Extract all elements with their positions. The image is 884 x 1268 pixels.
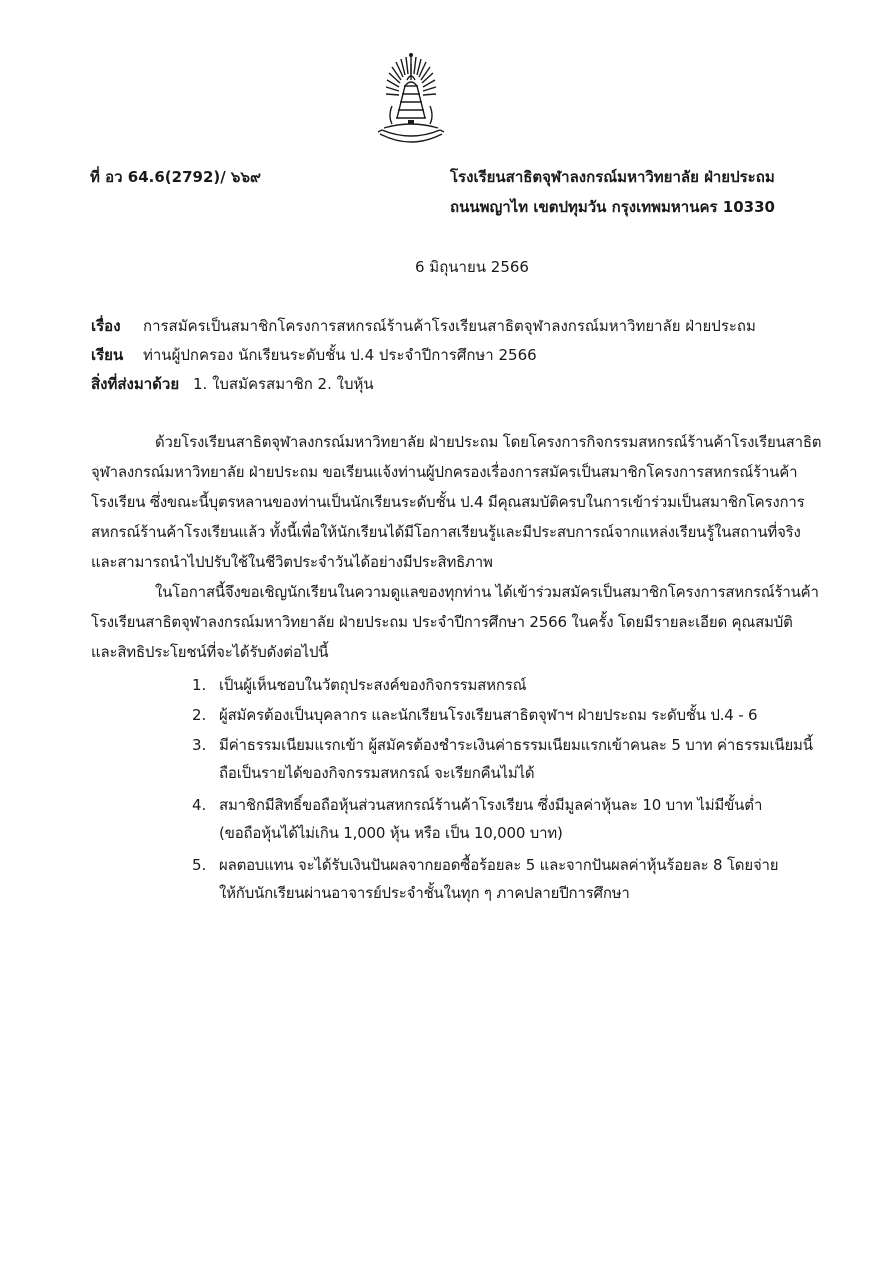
organization-address: ถนนพญาไท เขตปทุมวัน กรุงเทพมหานคร 10330 <box>450 198 775 216</box>
paragraph-1-line: สหกรณ์ร้านค้าโรงเรียนแล้ว ทั้งนี้เพื่อให้นักเรียนได้มีโอกาสเรียนรู้และมีประสบการณ์จากแหล่งเรียนรู้ในสถานที่จริง <box>91 523 801 541</box>
list-item-text: (ขอถือหุ้นได้ไม่เกิน 1,000 หุ้น หรือ เป็น 10,000 บาท) <box>219 824 563 842</box>
list-item-text: ถือเป็นรายได้ของกิจกรรมสหกรณ์ จะเรียกคืนไม่ได้ <box>219 764 535 782</box>
list-item-text: ให้กับนักเรียนผ่านอาจารย์ประจำชั้นในทุก ๆ ภาคปลายปีการศึกษา <box>219 884 630 902</box>
list-item-text: ผู้สมัครต้องเป็นบุคลากร และนักเรียนโรงเรียนสาธิตจุฬาฯ ฝ่ายประถม ระดับชั้น ป.4 - 6 <box>219 706 758 724</box>
paragraph-2-line: โรงเรียนสาธิตจุฬาลงกรณ์มหาวิทยาลัย ฝ่ายประถม ประจำปีการศึกษา 2566 ในครั้ง โดยมีรายละเอียด คุณสมบัติ <box>91 613 793 631</box>
document-date: 6 มิถุนายน 2566 <box>415 258 529 276</box>
paragraph-1-line: และสามารถนำไปปรับใช้ในชีวิตประจำวันได้อย่างมีประสิทธิภาพ <box>91 553 493 571</box>
list-item-number: 2. <box>192 706 207 724</box>
list-item-number: 4. <box>192 796 207 814</box>
document-number: ที่ อว 64.6(2792)/ ๖๖๙ <box>90 168 261 186</box>
list-item-number: 1. <box>192 676 207 694</box>
organization-name: โรงเรียนสาธิตจุฬาลงกรณ์มหาวิทยาลัย ฝ่ายประถม <box>450 168 775 186</box>
subject-label: เรื่อง <box>91 317 121 335</box>
list-item-number: 5. <box>192 856 207 874</box>
paragraph-2-line: ในโอกาสนี้จึงขอเชิญนักเรียนในความดูแลของทุกท่าน ได้เข้าร่วมสมัครเป็นสมาชิกโครงการสหกรณ์ร้านค้า <box>91 583 819 601</box>
subject-text: การสมัครเป็นสมาชิกโครงการสหกรณ์ร้านค้าโรงเรียนสาธิตจุฬาลงกรณ์มหาวิทยาลัย ฝ่ายประถม <box>143 317 756 335</box>
list-item-number: 3. <box>192 736 207 754</box>
list-item-text: มีค่าธรรมเนียมแรกเข้า ผู้สมัครต้องชำระเงินค่าธรรมเนียมแรกเข้าคนละ 5 บาท ค่าธรรมเนียมนี้ <box>219 736 813 754</box>
list-item-text: สมาชิกมีสิทธิ์ขอถือหุ้นส่วนสหกรณ์ร้านค้าโรงเรียน ซึ่งมีมูลค่าหุ้นละ 10 บาท ไม่มีขั้นต่ำ <box>219 796 763 814</box>
enclosure-label: สิ่งที่ส่งมาด้วย <box>91 375 180 393</box>
school-emblem-icon <box>372 50 450 154</box>
paragraph-1-line: จุฬาลงกรณ์มหาวิทยาลัย ฝ่ายประถม ขอเรียนแจ้งท่านผู้ปกครองเรื่องการสมัครเป็นสมาชิกโครงการสหกรณ์ร้านค้า <box>91 463 798 481</box>
list-item-text: ผลตอบแทน จะได้รับเงินปันผลจากยอดซื้อร้อยละ 5 และจากปันผลค่าหุ้นร้อยละ 8 โดยจ่าย <box>219 856 779 874</box>
enclosure-text: 1. ใบสมัครสมาชิก 2. ใบหุ้น <box>193 375 374 393</box>
list-item-text: เป็นผู้เห็นชอบในวัตถุประสงค์ของกิจกรรมสหกรณ์ <box>219 676 527 694</box>
paragraph-1-line: โรงเรียน ซึ่งขณะนี้บุตรหลานของท่านเป็นนักเรียนระดับชั้น ป.4 มีคุณสมบัติครบในการเข้าร่วมเป็นสมาชิกโครงการ <box>91 493 805 511</box>
recipient-text: ท่านผู้ปกครอง นักเรียนระดับชั้น ป.4 ประจำปีการศึกษา 2566 <box>143 346 537 364</box>
paragraph-1-line: ด้วยโรงเรียนสาธิตจุฬาลงกรณ์มหาวิทยาลัย ฝ่ายประถม โดยโครงการกิจกรรมสหกรณ์ร้านค้าโรงเรียนสาธิต <box>91 433 822 451</box>
paragraph-2-line: และสิทธิประโยชน์ที่จะได้รับดังต่อไปนี้ <box>91 643 329 661</box>
recipient-label: เรียน <box>91 346 124 364</box>
